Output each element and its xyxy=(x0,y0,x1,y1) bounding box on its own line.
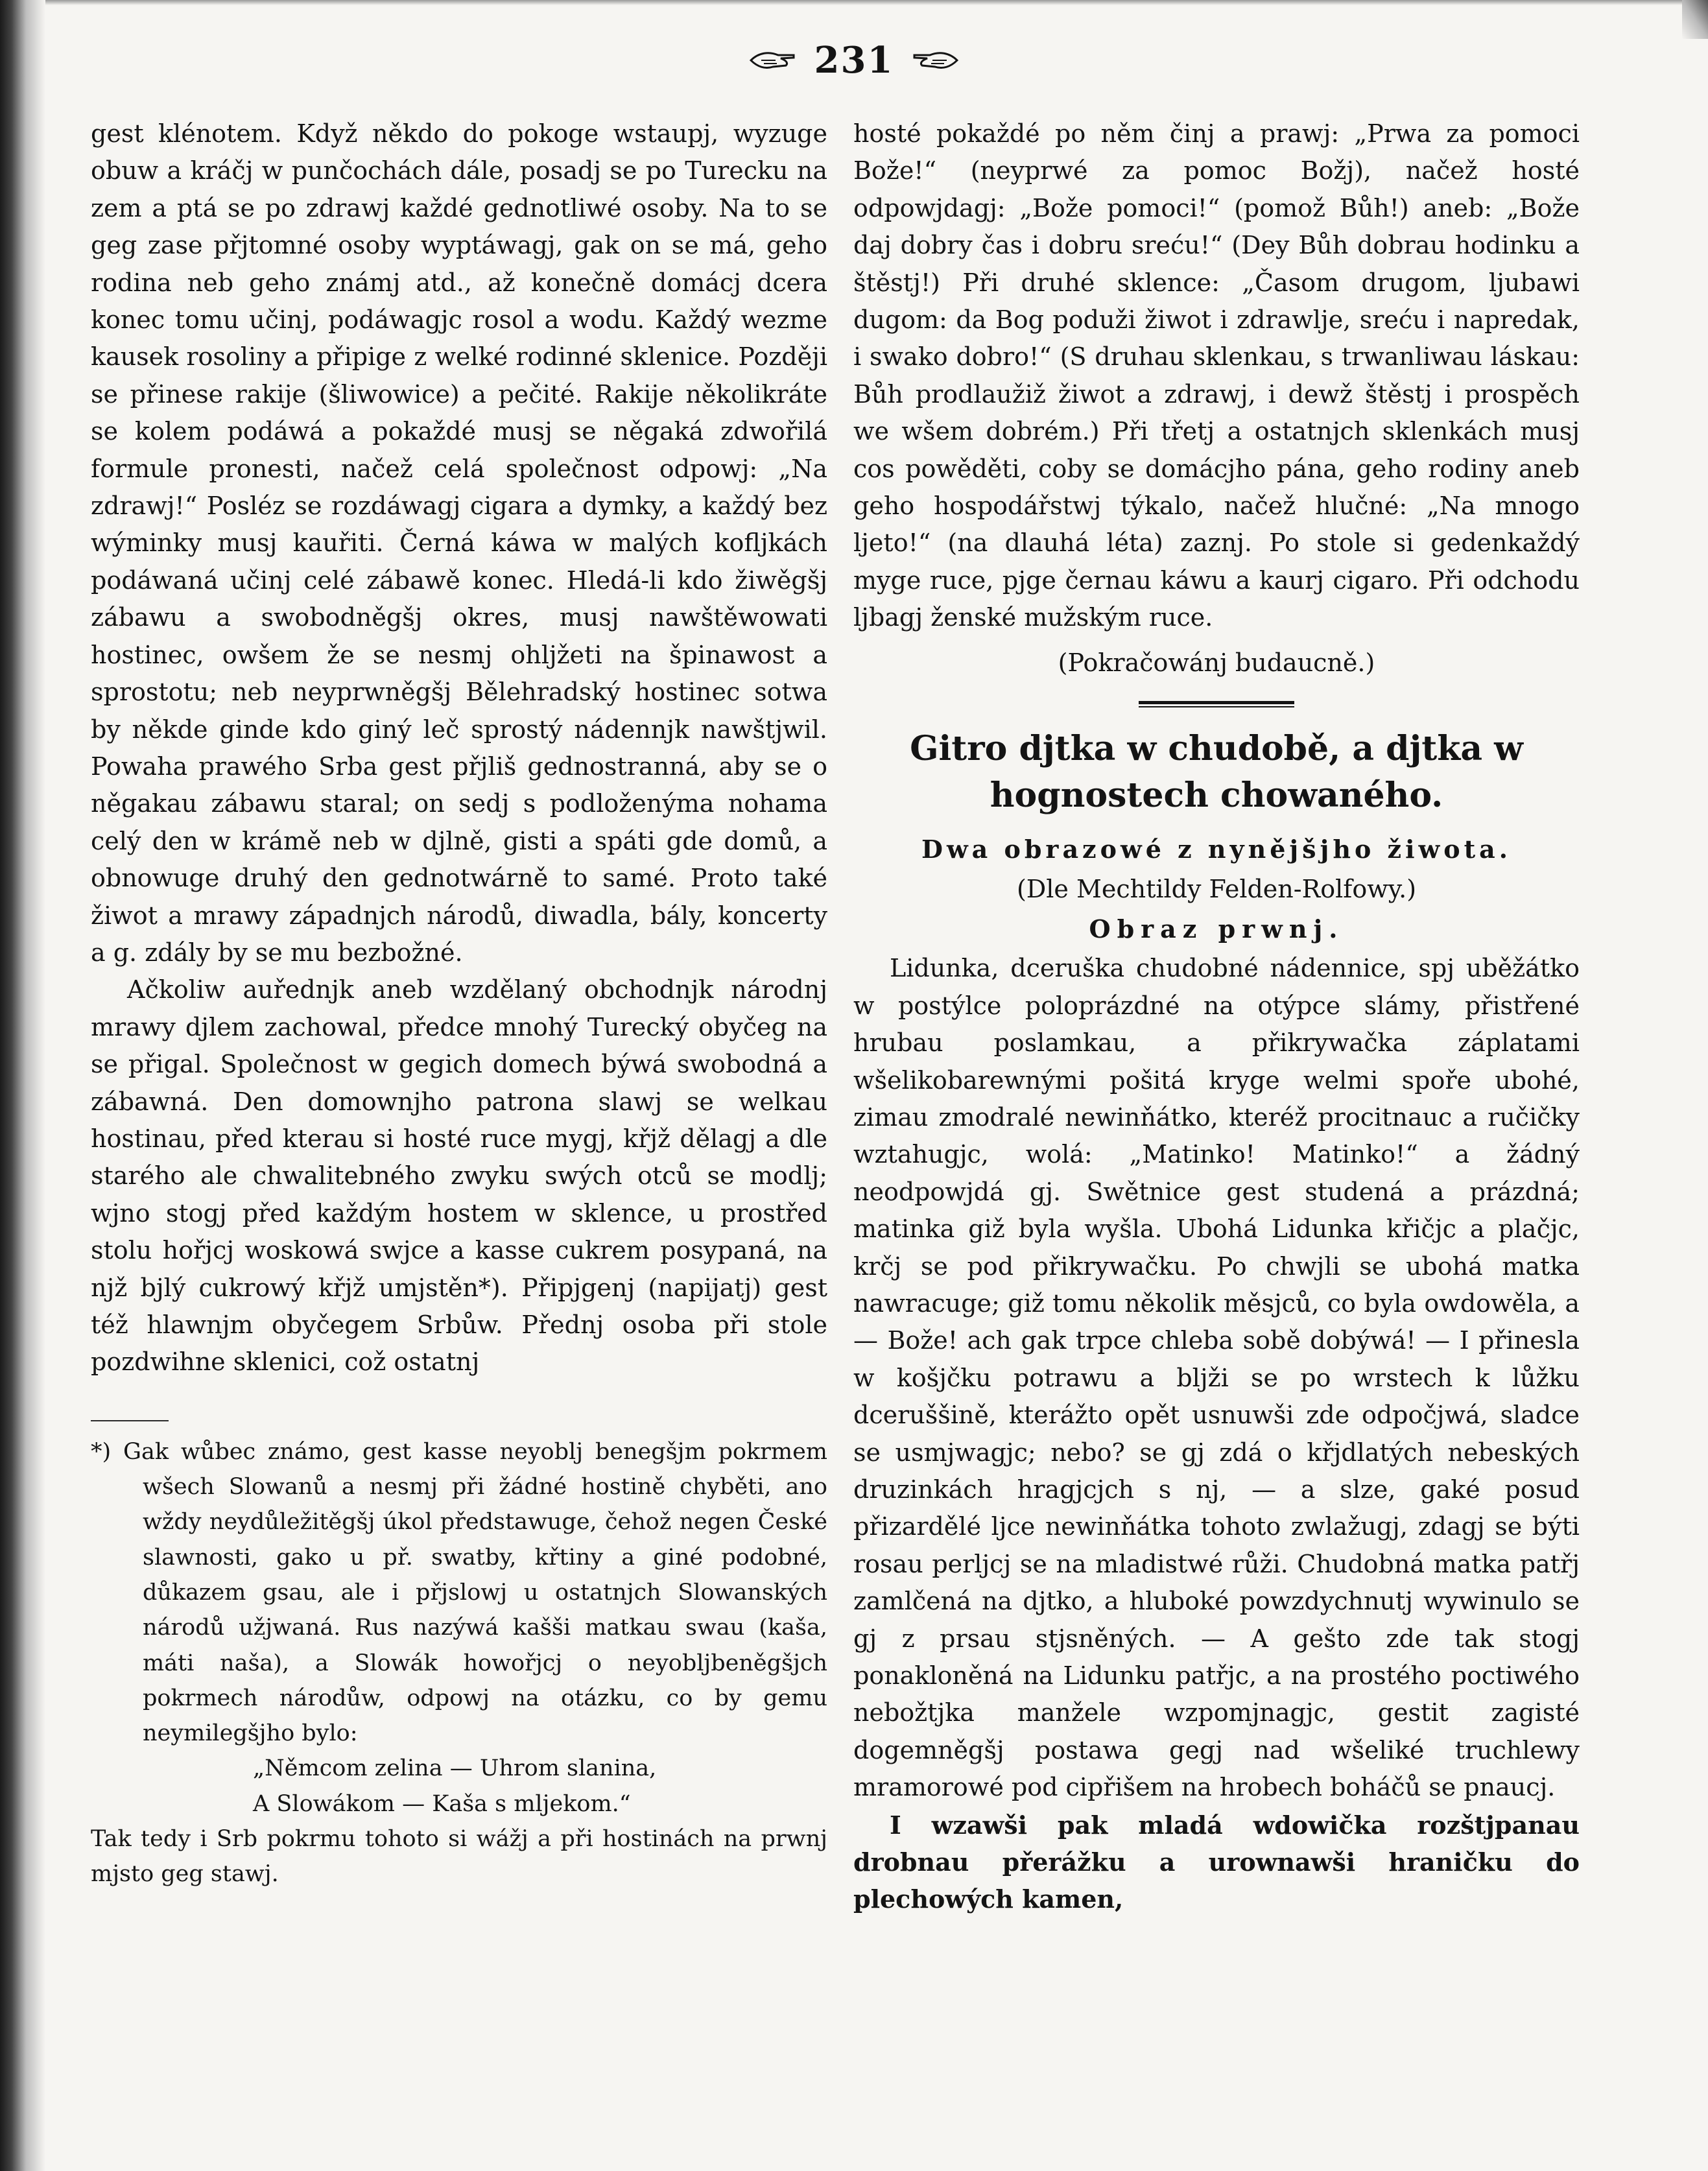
left-paragraph-2: Ačkoliw auřednjk aneb wzdělaný obchodnjk národnj mrawy djlem zachowal, předce mnohý Turecký obyčeg na se přigal. Společnost w gegich domech býwá swobodná a zábawná. Den domownjho patrona slawj se welkau hostinau, před kterau si hosté ruce mygj, křjž dělagj a dle starého ale chwalitebného zwyku swých otců se modlj; wjno stogj před každým hostem w sklence, u prostřed stolu hořjcj woskowá swjce a kasse cukrem posypaná, na njž bjlý cukrowý křjž umjstěn*). Připjgenj (napijatj) gest též hlawnjm obyčegem Srbůw. Přednj osoba při stole pozdwihne sklenici, což ostatnj xyxy=(91,975,827,1377)
verse-line-1: „Němcom zelina — Uhrom slanina, xyxy=(253,1755,657,1782)
verse-line-2: A Slowákom — Kaša s mljekom.“ xyxy=(253,1790,631,1817)
hand-ornament-right-icon xyxy=(912,47,958,73)
article-subtitle: Dwa obrazowé z nynějšjho žiwota. xyxy=(921,835,1512,864)
hand-ornament-left-icon xyxy=(750,47,796,73)
footnote-rule xyxy=(91,1420,169,1421)
page-number: 231 xyxy=(814,39,894,82)
footnote xyxy=(91,1420,827,1892)
article-title: Gitro djtka w chudobě, a djtka w hognostech chowaného. xyxy=(910,729,1523,816)
continued-note: (Pokračowánj budaucně.) xyxy=(1058,648,1375,677)
binding-shadow xyxy=(0,0,45,2171)
left-paragraph-1: gest klénotem. Když někdo do pokoge wstaupj, wyzuge obuw a kráčj w punčochách dále, posadj se po Turecku na zem a ptá se po zdrawj každé gednotliwé osoby. Na to se geg zase přjtomné osoby wyptáwagj, gak on se má, geho rodina neb geho známj atd., až konečně domácj dcera konec tomu učinj, podáwagjc rosol a wodu. Každý wezme kausek rosoliny a připige z welké rodinné sklenice. Později se přinese rakije (šliwowice) a pečité. Rakije několikráte se kolem podáwá a pokaždé musj se něgaká zdwořilá formule pronesti, načež celá společnost odpowj: „Na zdrawj!“ Posléz se rozdáwagj cigara a dymky, a každý bez wýminky musj kauřiti. Černá káwa w malých kofljkách podáwaná učinj celé zábawě konec. Hledá-li kdo žiwěgšj zábawu a swobodněgšj okres, musj nawštěwowati hostinec, owšem že se nesmj ohljžeti na špinawost a sprostotu; neb neyprwněgšj Bělehradský hostinec sotwa by někde ginde kdo giný leč sprostý nádennjk nawštjwil. Powaha prawého Srba gest přjliš gednostranná, aby se o něgakau zábawu staral; on sedj s podloženýma nohama celý den w krámě neb w djlně, gisti a spáti gde domů, a obnowuge druhý den gednotwárně to samé. Proto také žiwot a mrawy západnjch národů, diwadla, bály, koncerty a g. zdály by se mu bezbožné. xyxy=(91,119,827,967)
page-header xyxy=(0,38,1708,83)
footnote-text xyxy=(91,1434,827,1751)
right-paragraph-1: Lidunka, dceruška chudobné nádennice, spj uběžátko w postýlce poloprázdné na otýpce slámy, přistřené hrubau poslamkau, a přikrywačka záplatami wšelikobarewnými pošitá kryge welmi spoře ubohé, zimau zmodralé newinňátko, kteréž procitnauc a ručičky wztahugjc, wolá: „Matinko! Matinko!“ a žádný neodpowjdá gj. Swětnice gest studená a prázdná; matinka giž byla wyšla. Ubohá Lidunka křičjc a plačjc, krčj se pod přikrywačku. Po chwjli se ubohá matka nawracuge; giž tomu několik měsjců, co byla owdowěla, a — Bože! ach gak trpce chleba sobě dobýwá! — I přinesla w košjčku potrawu a bljži se po wrstech k lůžku dceruššině, kterážto opět usnuwši zde odpočjwá, sladce se usmjwagjc; nebo? se gj zdá o křjdlatých nebeských druzinkách hragjcjch s nj, — a slze, gaké posud přizardělé ljce newinňátka tohoto zwlažugj, zdagj se býti rosau perljcj se na mladistwé růži. Chudobná matka patřj zamlčená na djtko, a hluboké powzdychnutj wywinulo se gj z prsau stjsněných. — A gešto zde tak stogj ponakloněná na Lidunku patřjc, a na prostého poctiwého nebožtjka manžele wzpomjnagjc, gestit zagisté dogemněgšj postawa gegj nad wšeliké truchlewy mramorowé pod cipřišem na hrobech boháčů se pnaucj. xyxy=(853,954,1580,1802)
footnote-marker: *) xyxy=(91,1438,112,1465)
footnote-closing: Tak tedy i Srb pokrmu tohoto si wážj a při hostinách na prwnj mjsto geg stawj. xyxy=(91,1826,827,1888)
footnote-body: Gak wůbec známo, gest kasse neyoblj benegšjm pokrmem wšech Slowanů a nesmj při žádné hostině chyběti, ano wždy neydůležitěgšj úkol předstawuge, čehož negen České slawnosti, gako u př. swatby, křtiny a giné podobné, důkazem gsau, ale i přjslowj u ostatnjch Slowanských národů užjwaná. Rus nazýwá kašši matkau swau (kaša, máti naša), a Slowák howořjcj o neyobljbeněgšjch pokrmech národůw, odpowj na otázku, co by gemu neymilegšjho bylo: xyxy=(123,1438,827,1747)
right-opening-paragraph: hosté pokaždé po něm činj a prawj: „Prwa za pomoci Bože!“ (neyprwé za pomoc Božj), načež hosté odpowjdagj: „Bože pomoci!“ (pomož Bůh!) aneb: „Bože daj dobry čas i dobru sreću!“ (Dey Bůh dobrau hodinku a štěstj!) Při druhé sklence: „Časom drugom, ljubawi dugom: da Bog poduži žiwot i zdrawlje, sreću i napredak, i swako dobro!“ (S druhau sklenkau, s trwanliwau láskau: Bůh prodlaužiž žiwot a zdrawj, i dewž štěstj i prospěch we wšem dobrém.) Při třetj a ostatnjch sklenkách musj cos powěděti, coby se domácjho pána, geho rodiny aneb geho hospodářstwj týkalo, načež hlučné: „Na mnogo ljeto!“ (na dlauhá léta) zaznj. Po stole si gedenkaždý myge ruce, pjge černau káwu a kaurj cigaro. Při odchodu ljbagj ženské mužským ruce. xyxy=(853,119,1580,632)
section-heading: Obraz prwnj. xyxy=(1089,914,1344,943)
section-divider xyxy=(1139,701,1294,707)
right-paragraph-2: I wzawši pak mladá wdowička rozštjpanau drobnau přerážku a urownawši hraničku do plechowých kamen, xyxy=(853,1810,1580,1914)
left-column xyxy=(91,115,827,1892)
right-column xyxy=(853,115,1580,1918)
page-corner-shadow xyxy=(1682,0,1708,39)
footnote-verse xyxy=(91,1751,827,1821)
page-top-edge xyxy=(45,0,1708,5)
article-source: (Dle Mechtildy Felden-Rolfowy.) xyxy=(1016,874,1417,903)
